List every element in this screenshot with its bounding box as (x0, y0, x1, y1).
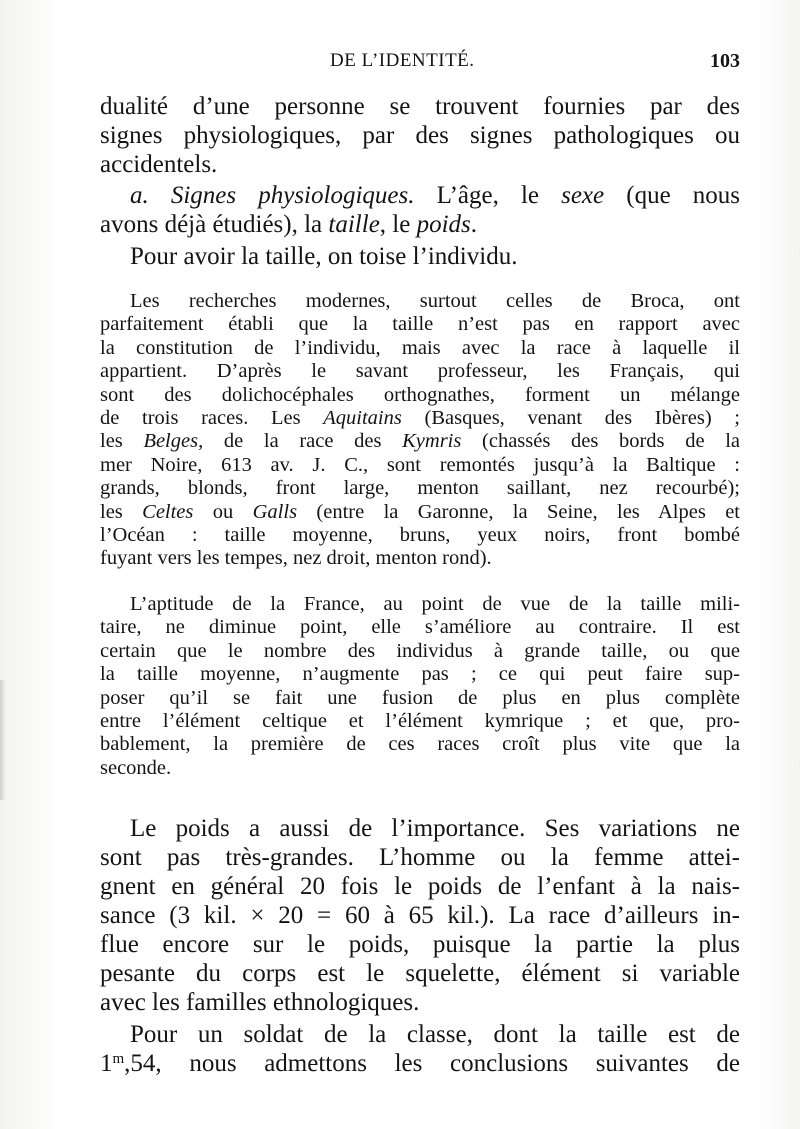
paragraph-4 (100, 814, 740, 1017)
text-line (100, 210, 740, 239)
text-line: bablement, la première de ces races croît plus vite que la (100, 733, 740, 756)
unit-superscript: m (112, 1051, 125, 1067)
page-header (100, 50, 740, 76)
text-fragment: (entre la Garonne, la Seine, les Alpes et (297, 500, 740, 523)
text-line: dualité d’une personne se trouvent fournies par des (100, 93, 740, 120)
text-line (100, 181, 740, 210)
text-line: gnent en général 20 fois le poids de l’enfant à la nais- (100, 873, 740, 900)
text-line: fuyant vers les tempes, nez droit, menton rond). (100, 547, 492, 570)
text-fragment: ,54, nous admettons les conclusions suivantes de (124, 1050, 740, 1077)
term-aquitains: Aquitains (323, 407, 402, 430)
text-line: parfaitement établi que la taille n’est pas en rapport avec (100, 313, 740, 336)
text-line: Le poids a aussi de l’importance. Ses variations ne (130, 815, 740, 842)
text-line (100, 430, 740, 453)
text-line: certain que le nombre des individus à grande taille, ou que (100, 639, 740, 662)
text-line: sont des dolichocéphales orthognathes, forment un mélange (100, 383, 740, 406)
text-fragment: , le (492, 182, 562, 209)
term-poids: poids (416, 211, 471, 238)
page-number: 103 (710, 50, 740, 72)
text-line: pesante du corps est le squelette, élément si variable (100, 960, 740, 987)
text-fragment: , le (379, 211, 417, 238)
text-line: entre l’élément celtique et l’élément kymrique ; et que, pro- (100, 710, 740, 733)
term-kymris: Kymris (402, 430, 462, 453)
term-celtes: Celtes (142, 500, 194, 523)
text-line: Pour un soldat de la classe, dont la taille est de (130, 1021, 740, 1048)
text-line (100, 1049, 740, 1078)
text-line: sance (3 kil. × 20 = 60 à 65 kil.). La race d’ailleurs in- (100, 902, 740, 929)
text-line: Pour avoir la taille, on toise l’individu. (130, 243, 518, 270)
term-galls: Galls (252, 500, 298, 523)
paragraph-2 (100, 181, 740, 239)
text-line: Les recherches modernes, surtout celles de Broca, ont (130, 290, 740, 312)
text-fragment: les (100, 430, 144, 453)
text-fragment: 1 (100, 1050, 113, 1077)
text-fragment: (que nous (604, 182, 741, 209)
text-fragment: les (100, 500, 143, 523)
term-taille: taille (328, 211, 380, 238)
text-line: la taille moyenne, n’augmente pas ; ce qui peut faire sup- (100, 663, 740, 686)
text-fragment: . (470, 211, 478, 238)
text-line: poser qu’il se fait une fusion de plus en plus complète (100, 686, 740, 709)
paragraph-1 (100, 92, 740, 179)
text-line: seconde. (100, 756, 172, 779)
text-line: flue encore sur le poids, puisque la partie la plus (100, 931, 740, 958)
note-paragraph-2 (100, 593, 740, 780)
term-sexe: sexe (561, 182, 605, 209)
text-line (100, 501, 740, 524)
text-fragment: (chassés des bords de la (461, 430, 740, 453)
text-fragment: avons déjà étudiés), la (100, 211, 329, 238)
note-paragraph-1 (100, 290, 740, 571)
text-line: appartient. D’après le savant professeur, les Français, qui (100, 360, 740, 383)
paragraph-3 (100, 242, 740, 271)
text-line: avec les familles ethnologiques. (100, 989, 420, 1016)
text-line: la constitution de l’individu, mais avec la race à laquelle il (100, 336, 740, 359)
text-fragment: de trois races. Les (100, 407, 324, 430)
text-fragment: ou (193, 500, 253, 523)
running-title: DE L’IDENTITÉ. (330, 50, 475, 71)
text-line: L’aptitude de la France, au point de vue de la taille mili- (130, 593, 740, 615)
text-line: mer Noire, 613 av. J. C., sont remontés jusqu’à la Baltique : (100, 453, 740, 476)
text-line: l’Océan : taille moyenne, bruns, yeux noirs, front bombé (100, 524, 740, 547)
text-fragment: (Basques, venant des Ibères) ; (401, 407, 740, 430)
text-line: signes physiologiques, par des signes pathologiques ou (100, 122, 740, 149)
text-line: accidentels. (100, 151, 218, 178)
page-fold-shadow (0, 680, 6, 800)
text-line: taire, ne diminue point, elle s’améliore au contraire. Il est (100, 616, 740, 639)
text-fragment: , de la race des (198, 430, 403, 453)
term-age: L’âge (436, 182, 493, 209)
text-line: grands, blonds, front large, menton saillant, nez recourbé); (100, 477, 740, 500)
term-belges: Belges (143, 430, 199, 453)
text-line: sont pas très-grandes. L’homme ou la femme attei- (100, 844, 740, 871)
section-label: a. Signes physiologiques. (130, 182, 415, 209)
text-line (100, 407, 740, 430)
paragraph-5 (100, 1020, 740, 1078)
